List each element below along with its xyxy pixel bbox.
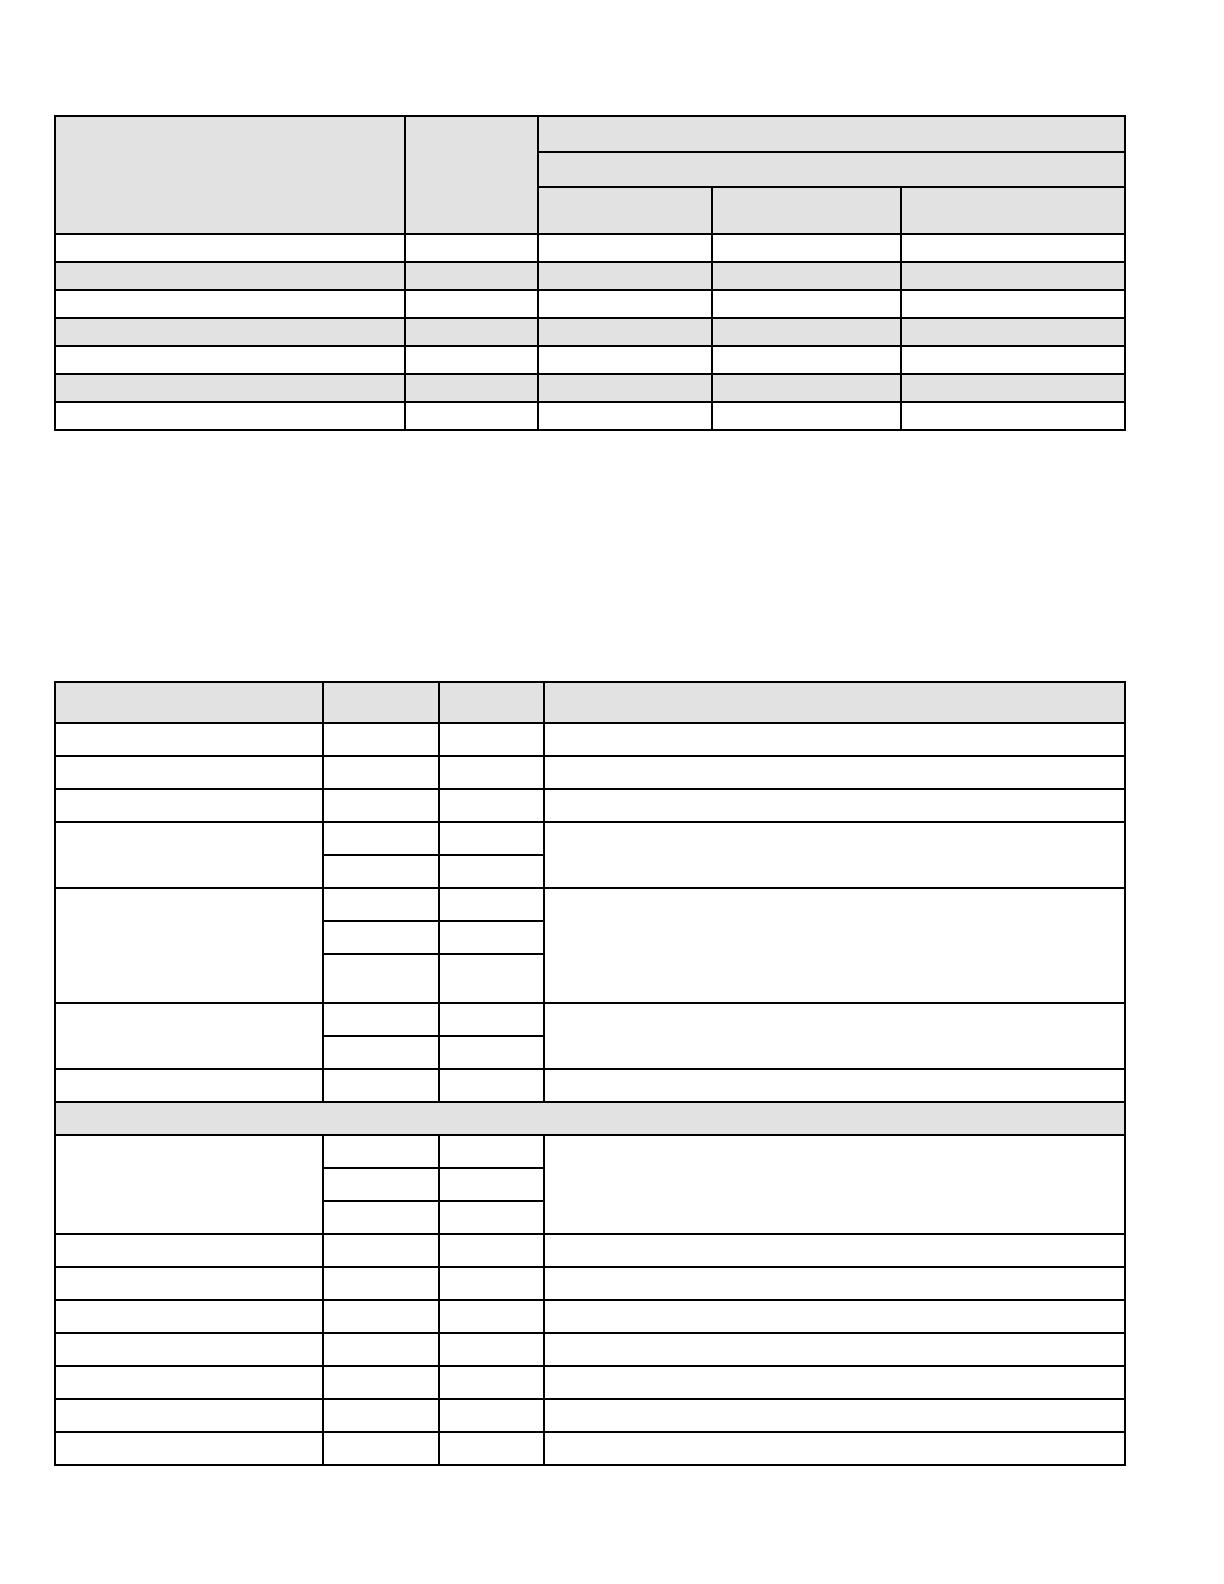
table-cell bbox=[901, 374, 1125, 402]
table-cell bbox=[439, 1432, 544, 1465]
table-row bbox=[55, 262, 1125, 290]
table-cell bbox=[901, 290, 1125, 318]
table-cell bbox=[323, 1234, 439, 1267]
table-cell bbox=[544, 1366, 1125, 1399]
table-cell bbox=[55, 290, 405, 318]
table-cell bbox=[323, 1432, 439, 1465]
table-cell bbox=[712, 402, 901, 430]
table-cell bbox=[55, 1069, 323, 1102]
table-row bbox=[55, 1135, 1125, 1168]
header-cell bbox=[538, 116, 1125, 152]
table-cell bbox=[544, 723, 1125, 756]
table-cell bbox=[712, 374, 901, 402]
table-cell bbox=[439, 1069, 544, 1102]
table-cell bbox=[55, 888, 323, 1003]
table-cell bbox=[538, 346, 712, 374]
header-cell bbox=[323, 682, 439, 723]
table-cell bbox=[712, 234, 901, 262]
table-cell bbox=[901, 234, 1125, 262]
table-cell bbox=[55, 1234, 323, 1267]
header-cell bbox=[55, 682, 323, 723]
table-cell bbox=[901, 318, 1125, 346]
table-cell bbox=[901, 402, 1125, 430]
table-cell bbox=[55, 1267, 323, 1300]
detail-table bbox=[54, 681, 1126, 1466]
table-cell bbox=[439, 756, 544, 789]
table-row bbox=[55, 374, 1125, 402]
table-cell bbox=[323, 822, 439, 855]
table-cell bbox=[55, 822, 323, 888]
table-cell bbox=[712, 262, 901, 290]
table-row bbox=[55, 402, 1125, 430]
table-row bbox=[55, 822, 1125, 855]
table-cell bbox=[439, 855, 544, 888]
table-row bbox=[55, 1300, 1125, 1333]
table-cell bbox=[439, 1201, 544, 1234]
table-cell bbox=[405, 290, 538, 318]
table-cell bbox=[538, 290, 712, 318]
table-cell bbox=[544, 789, 1125, 822]
table-cell bbox=[544, 1267, 1125, 1300]
table-cell bbox=[55, 1300, 323, 1333]
table-cell bbox=[544, 1069, 1125, 1102]
table-cell bbox=[405, 374, 538, 402]
table-cell bbox=[323, 921, 439, 954]
table-cell bbox=[55, 1399, 323, 1432]
table-cell bbox=[439, 1333, 544, 1366]
table-cell bbox=[439, 954, 544, 1003]
table-cell bbox=[323, 1333, 439, 1366]
table-cell bbox=[544, 1333, 1125, 1366]
table-cell bbox=[544, 822, 1125, 888]
table-cell bbox=[439, 1135, 544, 1168]
summary-table bbox=[54, 115, 1126, 431]
table-cell bbox=[55, 318, 405, 346]
table-cell bbox=[55, 756, 323, 789]
table-cell bbox=[55, 374, 405, 402]
table-cell bbox=[55, 1003, 323, 1069]
table-cell bbox=[405, 346, 538, 374]
header-cell bbox=[544, 682, 1125, 723]
table-cell bbox=[55, 723, 323, 756]
table-cell bbox=[544, 1300, 1125, 1333]
section-cell bbox=[55, 1102, 1125, 1135]
table-cell bbox=[439, 1003, 544, 1036]
table-cell bbox=[323, 1399, 439, 1432]
table-cell bbox=[323, 1201, 439, 1234]
table-cell bbox=[323, 954, 439, 1003]
table-cell bbox=[712, 346, 901, 374]
table-cell bbox=[439, 723, 544, 756]
table-cell bbox=[323, 1003, 439, 1036]
table-row bbox=[55, 756, 1125, 789]
table-row bbox=[55, 290, 1125, 318]
table-header-row bbox=[55, 116, 1125, 152]
table-cell bbox=[323, 756, 439, 789]
table-cell bbox=[405, 234, 538, 262]
table-cell bbox=[901, 346, 1125, 374]
table-row bbox=[55, 888, 1125, 921]
table-row bbox=[55, 1432, 1125, 1465]
table-row bbox=[55, 1399, 1125, 1432]
table-cell bbox=[405, 262, 538, 290]
table-cell bbox=[712, 290, 901, 318]
table-cell bbox=[544, 756, 1125, 789]
table-row bbox=[55, 723, 1125, 756]
table-cell bbox=[55, 234, 405, 262]
table-cell bbox=[55, 789, 323, 822]
table-row bbox=[55, 318, 1125, 346]
table-cell bbox=[439, 1300, 544, 1333]
table-row bbox=[55, 234, 1125, 262]
table-cell bbox=[538, 402, 712, 430]
table-row bbox=[55, 1234, 1125, 1267]
table-cell bbox=[323, 855, 439, 888]
table-header-row bbox=[55, 682, 1125, 723]
table-cell bbox=[439, 921, 544, 954]
table-cell bbox=[55, 1333, 323, 1366]
table-cell bbox=[323, 1366, 439, 1399]
table-row bbox=[55, 346, 1125, 374]
table-cell bbox=[323, 1036, 439, 1069]
table-cell bbox=[323, 789, 439, 822]
header-cell bbox=[405, 116, 538, 234]
table-cell bbox=[439, 1399, 544, 1432]
table-cell bbox=[323, 1300, 439, 1333]
table-cell bbox=[544, 1135, 1125, 1234]
table-cell bbox=[544, 1003, 1125, 1069]
header-cell bbox=[55, 116, 405, 234]
table-cell bbox=[439, 888, 544, 921]
table-cell bbox=[439, 1168, 544, 1201]
table-cell bbox=[544, 1234, 1125, 1267]
table-cell bbox=[55, 1366, 323, 1399]
table-cell bbox=[538, 374, 712, 402]
table-row bbox=[55, 1267, 1125, 1300]
table-cell bbox=[439, 822, 544, 855]
table-row bbox=[55, 1333, 1125, 1366]
header-cell bbox=[538, 187, 712, 234]
header-cell bbox=[439, 682, 544, 723]
table-cell bbox=[538, 234, 712, 262]
table-cell bbox=[323, 888, 439, 921]
table-cell bbox=[323, 1069, 439, 1102]
table-row bbox=[55, 1366, 1125, 1399]
table-cell bbox=[323, 1267, 439, 1300]
header-cell bbox=[712, 187, 901, 234]
header-cell bbox=[538, 152, 1125, 187]
table-cell bbox=[55, 262, 405, 290]
table-cell bbox=[323, 1135, 439, 1168]
table-cell bbox=[901, 262, 1125, 290]
table-cell bbox=[55, 1432, 323, 1465]
table-cell bbox=[55, 1135, 323, 1234]
table-cell bbox=[439, 1036, 544, 1069]
table-row bbox=[55, 1003, 1125, 1036]
table-row bbox=[55, 1069, 1125, 1102]
table-cell bbox=[712, 318, 901, 346]
table-cell bbox=[405, 318, 538, 346]
table-cell bbox=[544, 888, 1125, 1003]
table-cell bbox=[439, 1267, 544, 1300]
table-cell bbox=[439, 1234, 544, 1267]
section-row bbox=[55, 1102, 1125, 1135]
table-cell bbox=[544, 1432, 1125, 1465]
table-cell bbox=[323, 723, 439, 756]
table-cell bbox=[538, 318, 712, 346]
table-cell bbox=[405, 402, 538, 430]
table-cell bbox=[538, 262, 712, 290]
table-cell bbox=[544, 1399, 1125, 1432]
table-cell bbox=[439, 1366, 544, 1399]
table-cell bbox=[439, 789, 544, 822]
table-cell bbox=[55, 402, 405, 430]
header-cell bbox=[901, 187, 1125, 234]
table-cell bbox=[55, 346, 405, 374]
table-row bbox=[55, 789, 1125, 822]
table-cell bbox=[323, 1168, 439, 1201]
